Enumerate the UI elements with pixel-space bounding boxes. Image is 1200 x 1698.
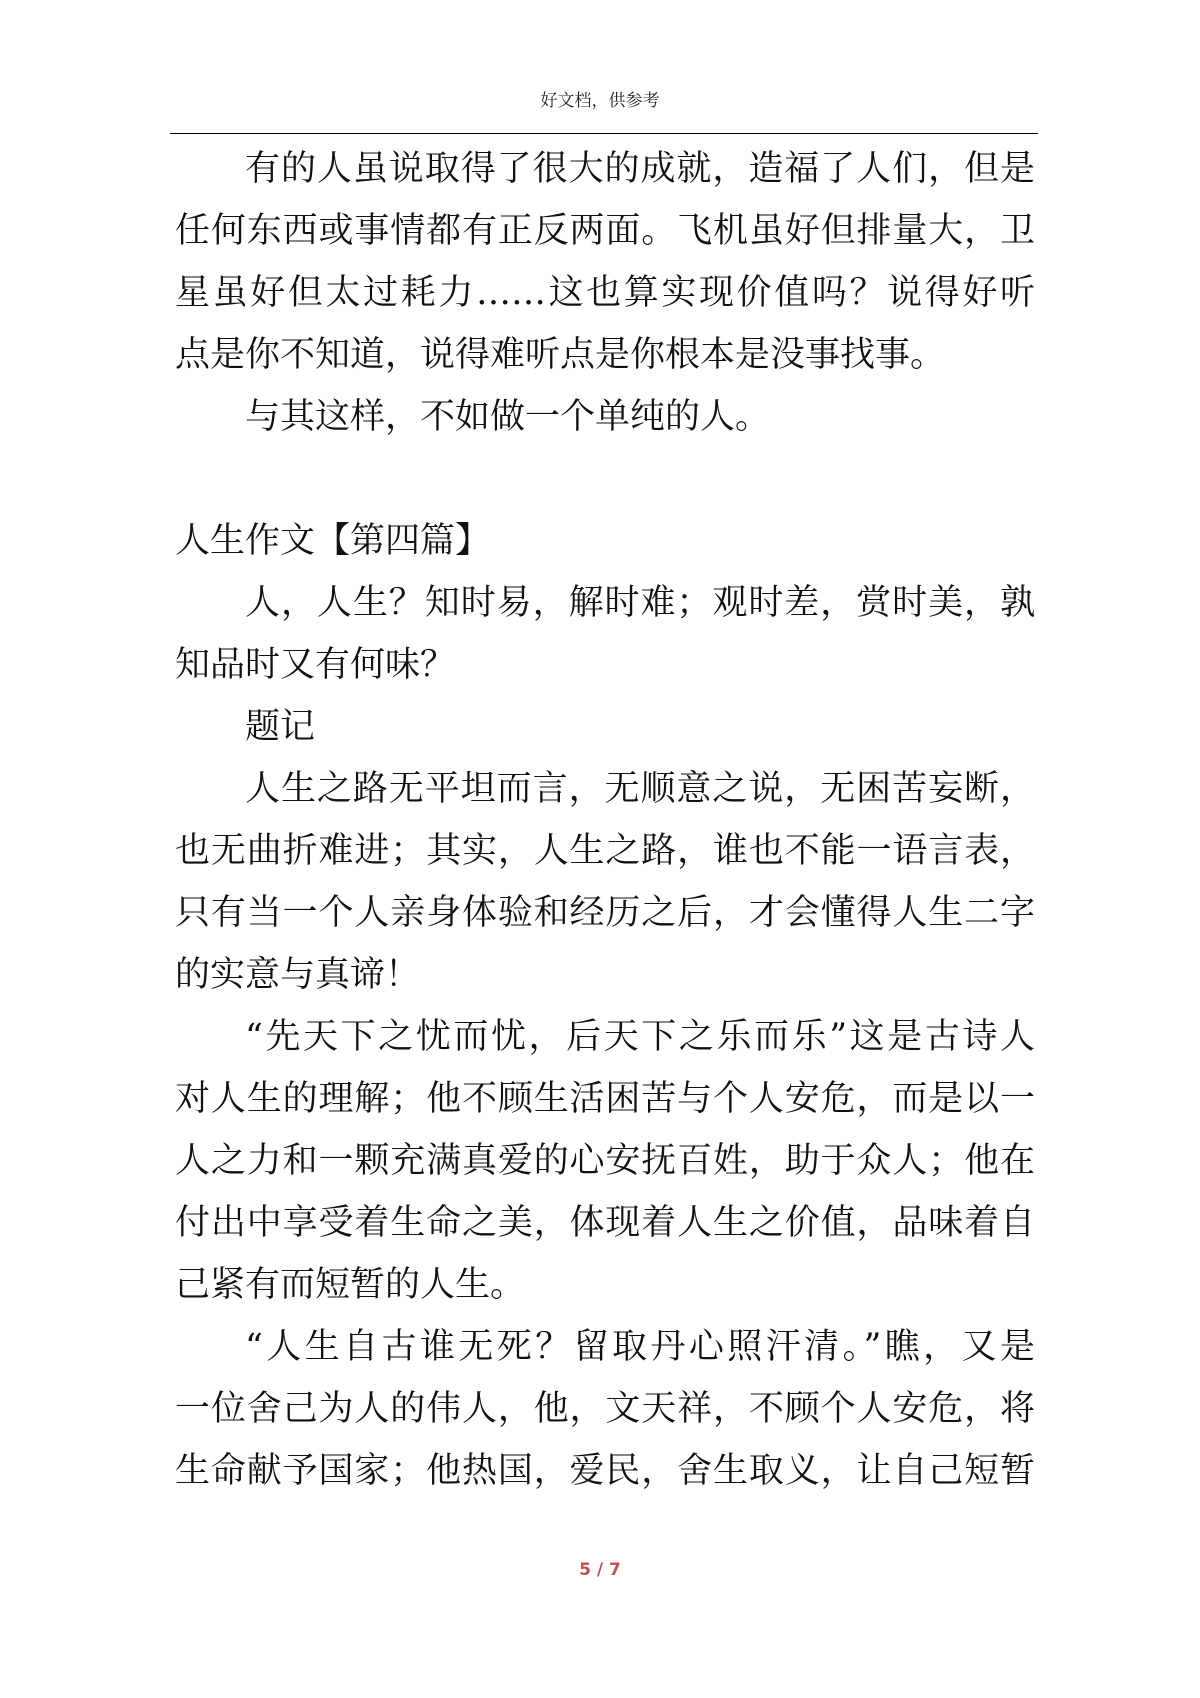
- paragraph-line: “人生自古谁无死？留取丹心照汗清。”瞧，又是: [245, 1327, 1035, 1367]
- document-body: [175, 138, 1035, 1502]
- page-header: 好文档，供参考: [540, 91, 660, 111]
- paragraph-line: 人，人生？知时易，解时难；观时差，赏时美，孰: [245, 583, 1035, 623]
- paragraph-line: 生命献予国家；他热国，爱民，舍生取义，让自己短暂: [175, 1451, 1035, 1491]
- paragraph-line: 一位舍己为人的伟人，他，文天祥，不顾个人安危，将: [175, 1389, 1035, 1429]
- paragraph-line: 付出中享受着生命之美，体现着人生之价值，品味着自: [175, 1203, 1035, 1243]
- paragraph-line: 有的人虽说取得了很大的成就，造福了人们，但是: [245, 149, 1035, 189]
- epigraph-label: 题记: [245, 707, 316, 747]
- paragraph-line: 人之力和一颗充满真爱的心安抚百姓，助于众人；他在: [175, 1141, 1035, 1181]
- paragraph-line: 知品时又有何味？: [175, 645, 456, 685]
- section-heading: 人生作文【第四篇】: [175, 521, 491, 561]
- paragraph-line: 任何东西或事情都有正反两面。飞机虽好但排量大，卫: [175, 211, 1035, 251]
- paragraph-line: 点是你不知道，说得难听点是你根本是没事找事。: [175, 335, 946, 375]
- header-divider: [170, 133, 1038, 134]
- paragraph-line: 的实意与真谛！: [175, 955, 421, 995]
- paragraph-line: 也无曲折难进；其实，人生之路，谁也不能一语言表，: [175, 831, 1035, 871]
- paragraph-line: 对人生的理解；他不顾生活困苦与个人安危，而是以一: [175, 1079, 1035, 1119]
- paragraph-line: 只有当一个人亲身体验和经历之后，才会懂得人生二字: [175, 893, 1035, 933]
- paragraph-line: 与其这样，不如做一个单纯的人。: [245, 397, 771, 437]
- paragraph-line: 己紧有而短暂的人生。: [175, 1265, 526, 1305]
- paragraph-line: 星虽好但太过耗力……这也算实现价值吗？说得好听: [175, 273, 1035, 313]
- paragraph-gap: [175, 448, 1035, 510]
- paragraph-line: 人生之路无平坦而言，无顺意之说，无困苦妄断，: [245, 769, 1035, 809]
- paragraph-line: “先天下之忧而忧，后天下之乐而乐”这是古诗人: [245, 1017, 1035, 1057]
- page-number: 5 / 7: [579, 1560, 621, 1580]
